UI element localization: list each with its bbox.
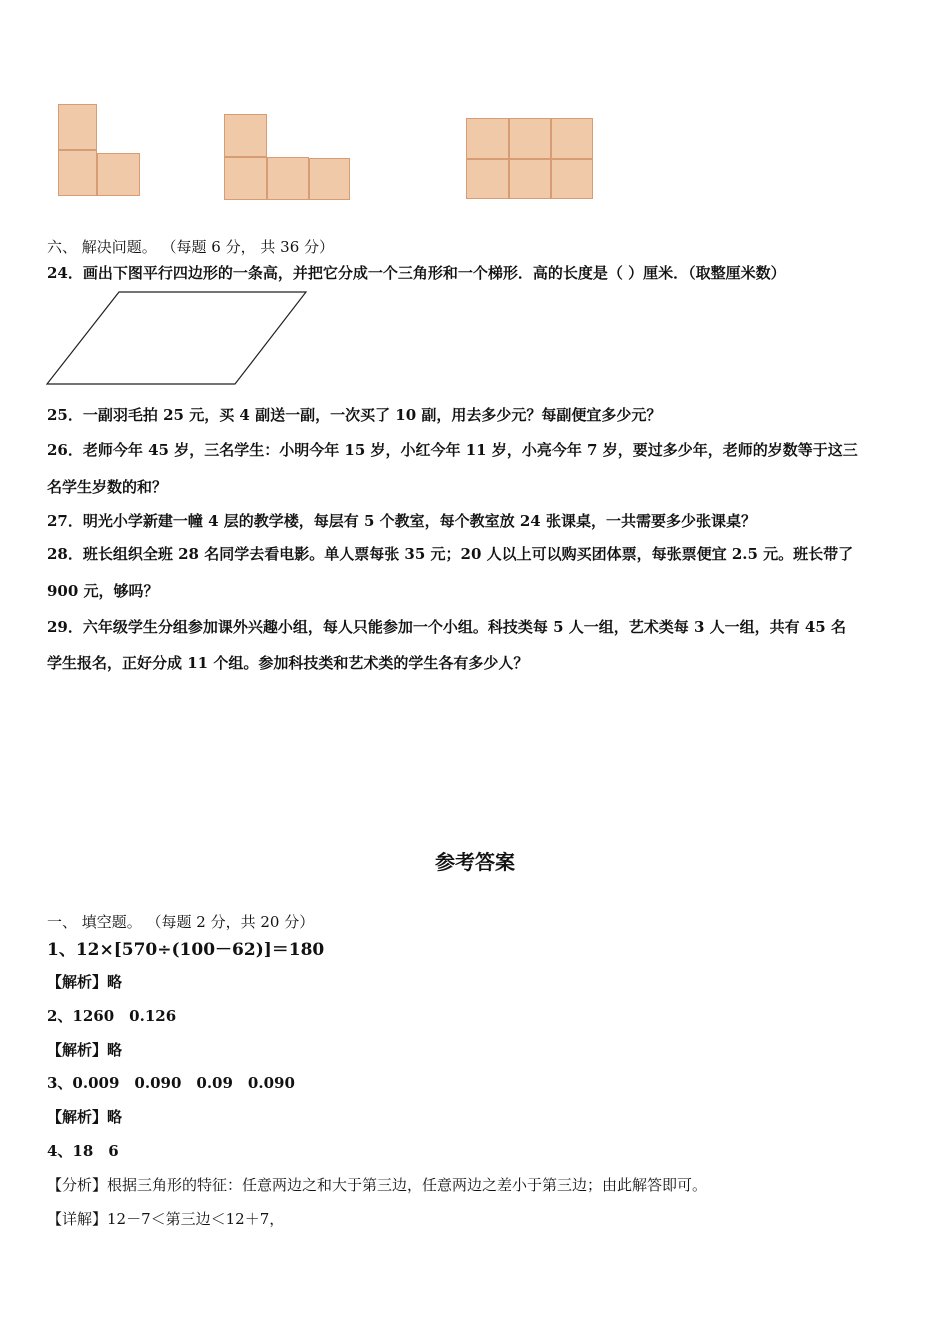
unit-square bbox=[224, 157, 267, 200]
block-figure-2 bbox=[222, 114, 352, 202]
answer-1-note: 【解析】略 bbox=[47, 973, 123, 991]
question-28-line-1: 28．班长组织全班 28 名同学去看电影。单人票每张 35 元；20 人以上可以购买团体票，每张票便宜 2.5 元。班长带了 bbox=[47, 545, 854, 563]
question-25: 25．一副羽毛拍 25 元，买 4 副送一副，一次买了 10 副，用去多少元？每副便宜多少元？ bbox=[47, 406, 662, 424]
block-figure-3 bbox=[466, 118, 594, 200]
answer-2-note: 【解析】略 bbox=[47, 1041, 123, 1059]
question-29-line-1: 29．六年级学生分组参加课外兴趣小组，每人只能参加一个小组。科技类每 5 人一组，艺术类每 3 人一组，共有 45 名 bbox=[47, 618, 846, 636]
section-6-heading: 六、 解决问题。 （每题 6 分， 共 36 分） bbox=[47, 238, 335, 256]
unit-square bbox=[551, 118, 593, 159]
answer-4-detail: 【详解】12－7＜第三边＜12＋7， bbox=[47, 1210, 285, 1228]
question-26-line-2: 名学生岁数的和？ bbox=[47, 478, 168, 496]
block-figure-1 bbox=[56, 104, 142, 198]
unit-square bbox=[97, 153, 140, 196]
unit-square bbox=[551, 159, 593, 199]
question-24: 24．画出下图平行四边形的一条高，并把它分成一个三角形和一个梯形．高的长度是（ ）厘米．（取整厘米数） bbox=[47, 264, 786, 282]
answer-2: 2、1260 0.126 bbox=[47, 1007, 177, 1025]
question-29-line-2: 学生报名，正好分成 11 个组。参加科技类和艺术类的学生各有多少人？ bbox=[47, 654, 529, 672]
unit-square bbox=[267, 157, 309, 200]
answer-4-analysis: 【分析】根据三角形的特征：任意两边之和大于第三边，任意两边之差小于第三边；由此解答即可。 bbox=[47, 1176, 708, 1194]
answer-3-note: 【解析】略 bbox=[47, 1108, 123, 1126]
unit-square bbox=[224, 114, 267, 157]
question-27: 27．明光小学新建一幢 4 层的教学楼，每层有 5 个教室，每个教室放 24 张课桌，一共需要多少张课桌？ bbox=[47, 512, 756, 530]
unit-square bbox=[509, 118, 551, 159]
question-26-line-1: 26．老师今年 45 岁，三名学生：小明今年 15 岁，小红今年 11 岁，小亮今年 7 岁，要过多少年，老师的岁数等于这三 bbox=[47, 441, 858, 459]
unit-square bbox=[58, 150, 97, 196]
parallelogram-figure bbox=[44, 290, 310, 388]
answer-3: 3、0.009 0.090 0.09 0.090 bbox=[47, 1074, 295, 1092]
unit-square bbox=[509, 159, 551, 199]
unit-square bbox=[466, 159, 509, 199]
answers-title: 参考答案 bbox=[435, 850, 515, 874]
answer-4: 4、18 6 bbox=[47, 1142, 119, 1160]
answers-section-1-heading: 一、 填空题。 （每题 2 分，共 20 分） bbox=[47, 913, 315, 931]
answer-1: 1、12×[570÷(100－62)]＝180 bbox=[47, 940, 325, 960]
question-28-line-2: 900 元，够吗？ bbox=[47, 582, 159, 600]
unit-square bbox=[466, 118, 509, 159]
unit-square bbox=[309, 158, 350, 200]
unit-square bbox=[58, 104, 97, 150]
parallelogram-shape bbox=[47, 292, 306, 384]
